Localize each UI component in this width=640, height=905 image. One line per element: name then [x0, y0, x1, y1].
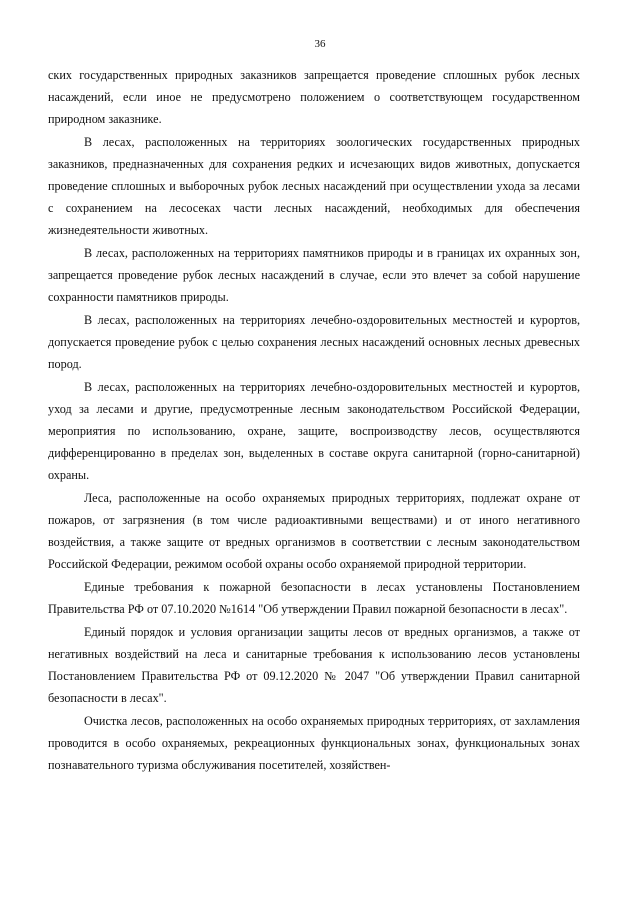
page-number: 36	[314, 38, 326, 50]
paragraph-1: ских государственных природных заказников запрещается проведение сплошных рубок лесных насаждений, если иное не предусмотрено положением о соответствующем государственном природном заказнике.	[48, 68, 580, 126]
paragraph-8: Единый порядок и условия организации защиты лесов от вредных организмов, а также от негативных воздействий на леса и санитарные требования к использованию лесов установлены Постановлением Правительства РФ от 09.12.2020 № 2047 "Об утверждении Правил санитарной безопасности в лесах".	[48, 625, 580, 705]
paragraph-5: В лесах, расположенных на территориях лечебно-оздоровительных местностей и курортов, уход за лесами и другие, предусмотренные лесным законодательством Российской Федерации, мероприятия по использованию, охране, защите, воспроизводству лесов, осуществляются дифференцированно в пределах зон, выделенных в составе округа санитарной (горно-санитарной) охраны.	[48, 380, 580, 482]
paragraph-2: В лесах, расположенных на территориях зоологических государственных природных заказников, предназначенных для сохранения редких и исчезающих видов животных, допускается проведение сплошных и выборочных рубок лесных насаждений при осуществлении ухода за лесами с сохранением на лесосеках части лесных насаждений, необходимых для обеспечения жизнедеятельности животных.	[48, 135, 580, 237]
document-text	[48, 64, 580, 777]
paragraph-9: Очистка лесов, расположенных на особо охраняемых природных территориях, от захламления проводится в особо охраняемых, рекреационных функциональных зонах, функциональных зонах познавательного туризма обслуживания посетителей, хозяйствен-	[48, 714, 580, 772]
paragraph-4: В лесах, расположенных на территориях лечебно-оздоровительных местностей и курортов, допускается проведение рубок с целью сохранения лесных насаждений основных лесных древесных пород.	[48, 313, 580, 371]
paragraph-6: Леса, расположенные на особо охраняемых природных территориях, подлежат охране от пожаров, от загрязнения (в том числе радиоактивными веществами) и от иного негативного воздействия, а также защите от вредных организмов в соответствии с лесным законодательством Российской Федерации, режимом особой охраны особо охраняемой природной территории.	[48, 491, 580, 571]
paragraph-7: Единые требования к пожарной безопасности в лесах установлены Постановлением Правительства РФ от 07.10.2020 №1614 "Об утверждении Правил пожарной безопасности в лесах".	[48, 580, 580, 616]
paragraph-3: В лесах, расположенных на территориях памятников природы и в границах их охранных зон, запрещается проведение рубок лесных насаждений в случае, если это влечет за собой нарушение сохранности памятников природы.	[48, 246, 580, 304]
